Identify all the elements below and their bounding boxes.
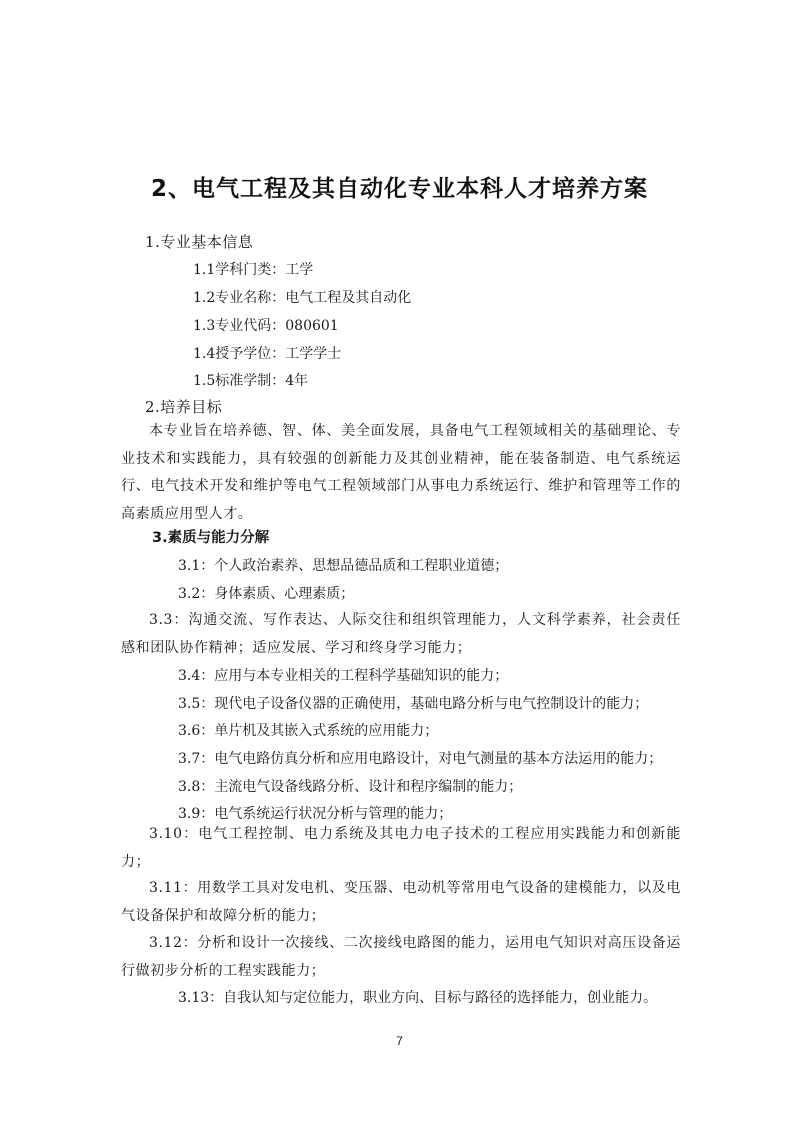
ability-item: 3.6：单片机及其嵌入式系统的应用能力； xyxy=(178,723,439,739)
info-item: 1.3专业代码：080601 xyxy=(193,318,339,334)
ability-item: 3.4：应用与本专业相关的工程科学基础知识的能力； xyxy=(178,668,509,684)
ability-item: 3.11：用数学工具对发电机、变压器、电动机等常用电气设备的建模能力，以及电气设备保护和故障分析的能力； xyxy=(121,880,681,924)
ability-item: 3.13：自我认知与定位能力，职业方向、目标与路径的选择能力，创业能力。 xyxy=(178,990,658,1006)
page-title: 2、电气工程及其自动化专业本科人才培养方案 xyxy=(150,176,648,202)
ability-item: 3.5：现代电子设备仪器的正确使用，基础电路分析与电气控制设计的能力； xyxy=(178,696,649,712)
ability-item: 3.9：电气系统运行状况分析与管理的能力； xyxy=(178,806,453,822)
section-1-heading: 1.专业基本信息 xyxy=(145,233,254,251)
page-number: 7 xyxy=(396,1034,403,1048)
section-2-heading: 2.培养目标 xyxy=(145,398,223,416)
objective-paragraph: 本专业旨在培养德、智、体、美全面发展，具备电气工程领域相关的基础理论、专业技术和实践能力，具有较强的创新能力及其创业精神，能在装备制造、电气系统运行、电气技术开发和维护等电气工程领域部门从事电力系统运行、维护和管理等工作的高素质应用型人才。 xyxy=(121,423,681,522)
ability-item: 3.7：电气电路仿真分析和应用电路设计，对电气测量的基本方法运用的能力； xyxy=(178,751,663,767)
section-3-heading: 3.素质与能力分解 xyxy=(152,530,270,546)
ability-item: 3.10：电气工程控制、电力系统及其电力电子技术的工程应用实践能力和创新能力； xyxy=(121,826,681,870)
ability-item: 3.1：个人政治素养、思想品德品质和工程职业道德； xyxy=(178,558,509,574)
ability-item: 3.12：分析和设计一次接线、二次接线电路图的能力，运用电气知识对高压设备运行做初步分析的工程实践能力； xyxy=(121,935,681,979)
info-item: 1.4授予学位：工学学士 xyxy=(193,346,342,362)
info-item: 1.1学科门类：工学 xyxy=(193,262,314,278)
ability-item: 3.2：身体素质、心理素质； xyxy=(178,586,355,602)
ability-item: 3.8：主流电气设备线路分析、设计和程序编制的能力； xyxy=(178,779,523,795)
info-item: 1.5标准学制：4年 xyxy=(193,373,309,389)
info-item: 1.2专业名称：电气工程及其自动化 xyxy=(193,290,412,306)
ability-item: 3.3：沟通交流、写作表达、人际交往和组织管理能力，人文科学素养，社会责任感和团队协作精神；适应发展、学习和终身学习能力； xyxy=(121,612,681,656)
